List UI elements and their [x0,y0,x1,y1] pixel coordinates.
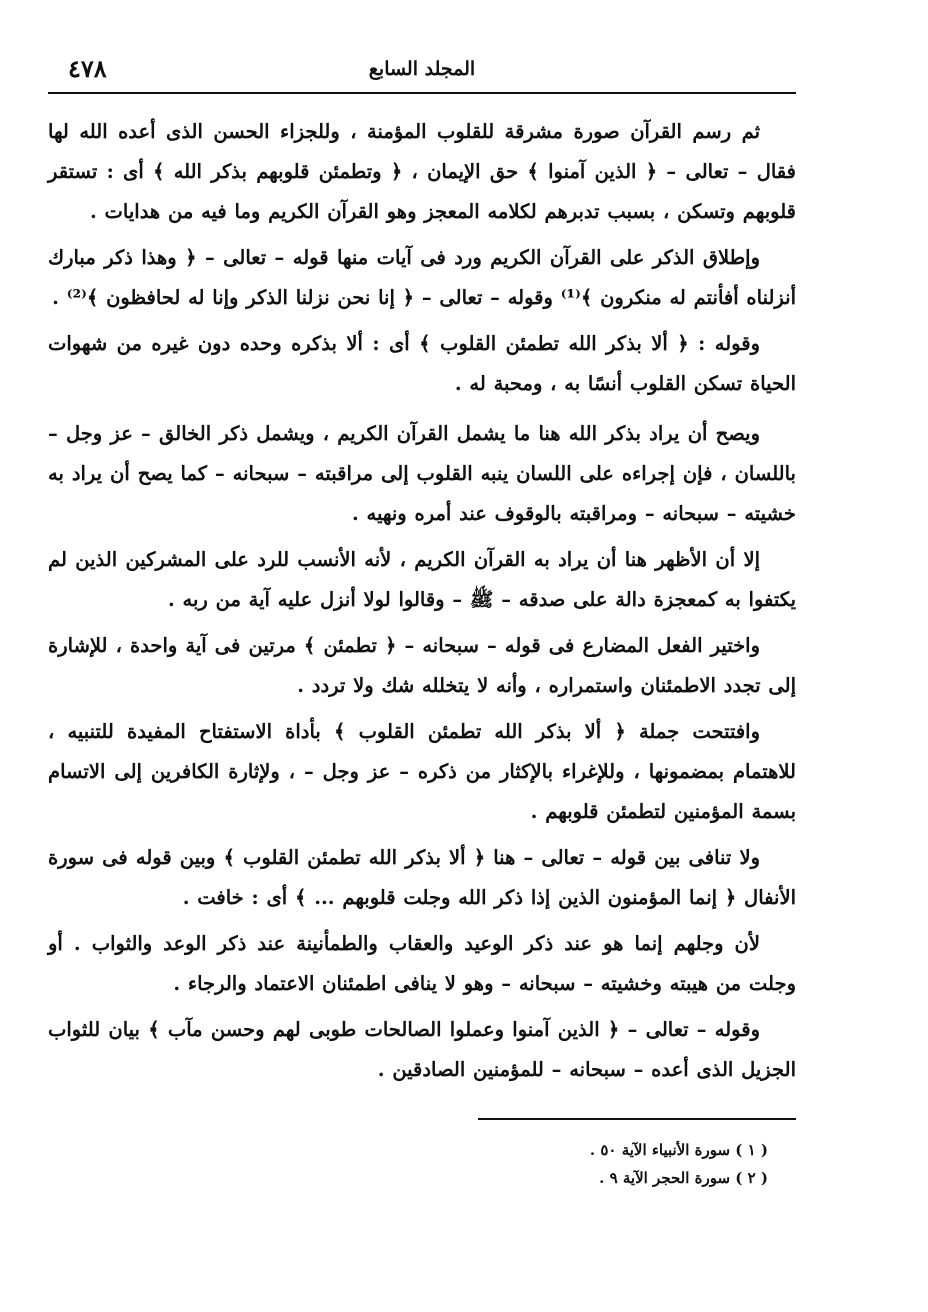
paragraph: وقوله : ﴿ ألا بذكر الله تطمئن القلوب ﴾ أى : ألا بذكره وحده دون غيره من شهوات الحياة تسكن القلوب أنسًا به ، ومحبة له . [48,332,796,395]
body-text [48,112,796,1090]
paragraph: واختير الفعل المضارع فى قوله – سبحانه – ﴿ تطمئن ﴾ مرتين فى آية واحدة ، للإشارة إلى تجدد الاطمئنان واستمراره ، وأنه لا يتخلله شك ولا تردد . [48,634,796,697]
footnote: ( ٢ ) سورة الحجر الآية ٩ . [599,1169,768,1187]
footnotes [48,1136,796,1192]
footnote-divider [478,1118,796,1120]
paragraph: ويصح أن يراد بذكر الله هنا ما يشمل القرآن الكريم ، ويشمل ذكر الخالق – عز وجل – باللسان ، فإن إجراءه على اللسان ينبه القلوب إلى مراقبته – سبحانه – كما يصح أن يراد به خشيته – سبحانه – ومراقبته بالوقوف عند أمره ونهيه . [48,422,796,525]
paragraph: وإطلاق الذكر على القرآن الكريم ورد فى آيات منها قوله – تعالى – ﴿ وهذا ذكر مبارك أنزلناه أفأنتم له منكرون ﴾⁽¹⁾ وقوله – تعالى – ﴿ إنا نحن نزلنا الذكر وإنا له لحافظون ﴾⁽²⁾ . [48,246,796,309]
paragraph: ولا تنافى بين قوله – تعالى – هنا ﴿ ألا بذكر الله تطمئن القلوب ﴾ وبين قوله فى سورة الأنفال ﴿ إنما المؤمنون الذين إذا ذكر الله وجلت قلوبهم ... ﴾ أى : خافت . [48,846,796,909]
page-header [48,48,796,94]
paragraph: وافتتحت جملة ﴿ ألا بذكر الله تطمئن القلوب ﴾ بأداة الاستفتاح المفيدة للتنبيه ، للاهتمام بمضمونها ، وللإغراء بالإكثار من ذكره – عز وجل – ، ولإثارة الكافرين إلى الاتسام بسمة المؤمنين لتطمئن قلوبهم . [48,720,796,823]
paragraph: لأن وجلهم إنما هو عند ذكر الوعيد والعقاب والطمأنينة عند ذكر الوعد والثواب . أو وجلت من هيبته وخشيته – سبحانه – وهو لا ينافى اطمئنان الاعتماد والرجاء . [48,932,796,995]
book-page [48,48,796,1278]
paragraph: إلا أن الأظهر هنا أن يراد به القرآن الكريم ، لأنه الأنسب للرد على المشركين الذين لم يكتفوا به كمعجزة دالة على صدقه – ﷺ – وقالوا لولا أنزل عليه آية من ربه . [48,548,796,611]
page-number: ٤٧٨ [68,54,107,83]
running-title: المجلد السابع [368,58,476,80]
paragraph: ثم رسم القرآن صورة مشرقة للقلوب المؤمنة ، وللجزاء الحسن الذى أعده الله لها فقال – تعالى – ﴿ الذين آمنوا ﴾ حق الإيمان ، ﴿ وتطمئن قلوبهم بذكر الله ﴾ أى : تستقر قلوبهم وتسكن ، بسبب تدبرهم لكلامه المعجز وهو القرآن الكريم وما فيه من هدايات . [48,120,796,223]
paragraph: وقوله – تعالى – ﴿ الذين آمنوا وعملوا الصالحات طوبى لهم وحسن مآب ﴾ بيان للثواب الجزيل الذى أعده – سبحانه – للمؤمنين الصادقين . [48,1018,796,1081]
footnote: ( ١ ) سورة الأنبياء الآية ٥٠ . [589,1141,768,1159]
